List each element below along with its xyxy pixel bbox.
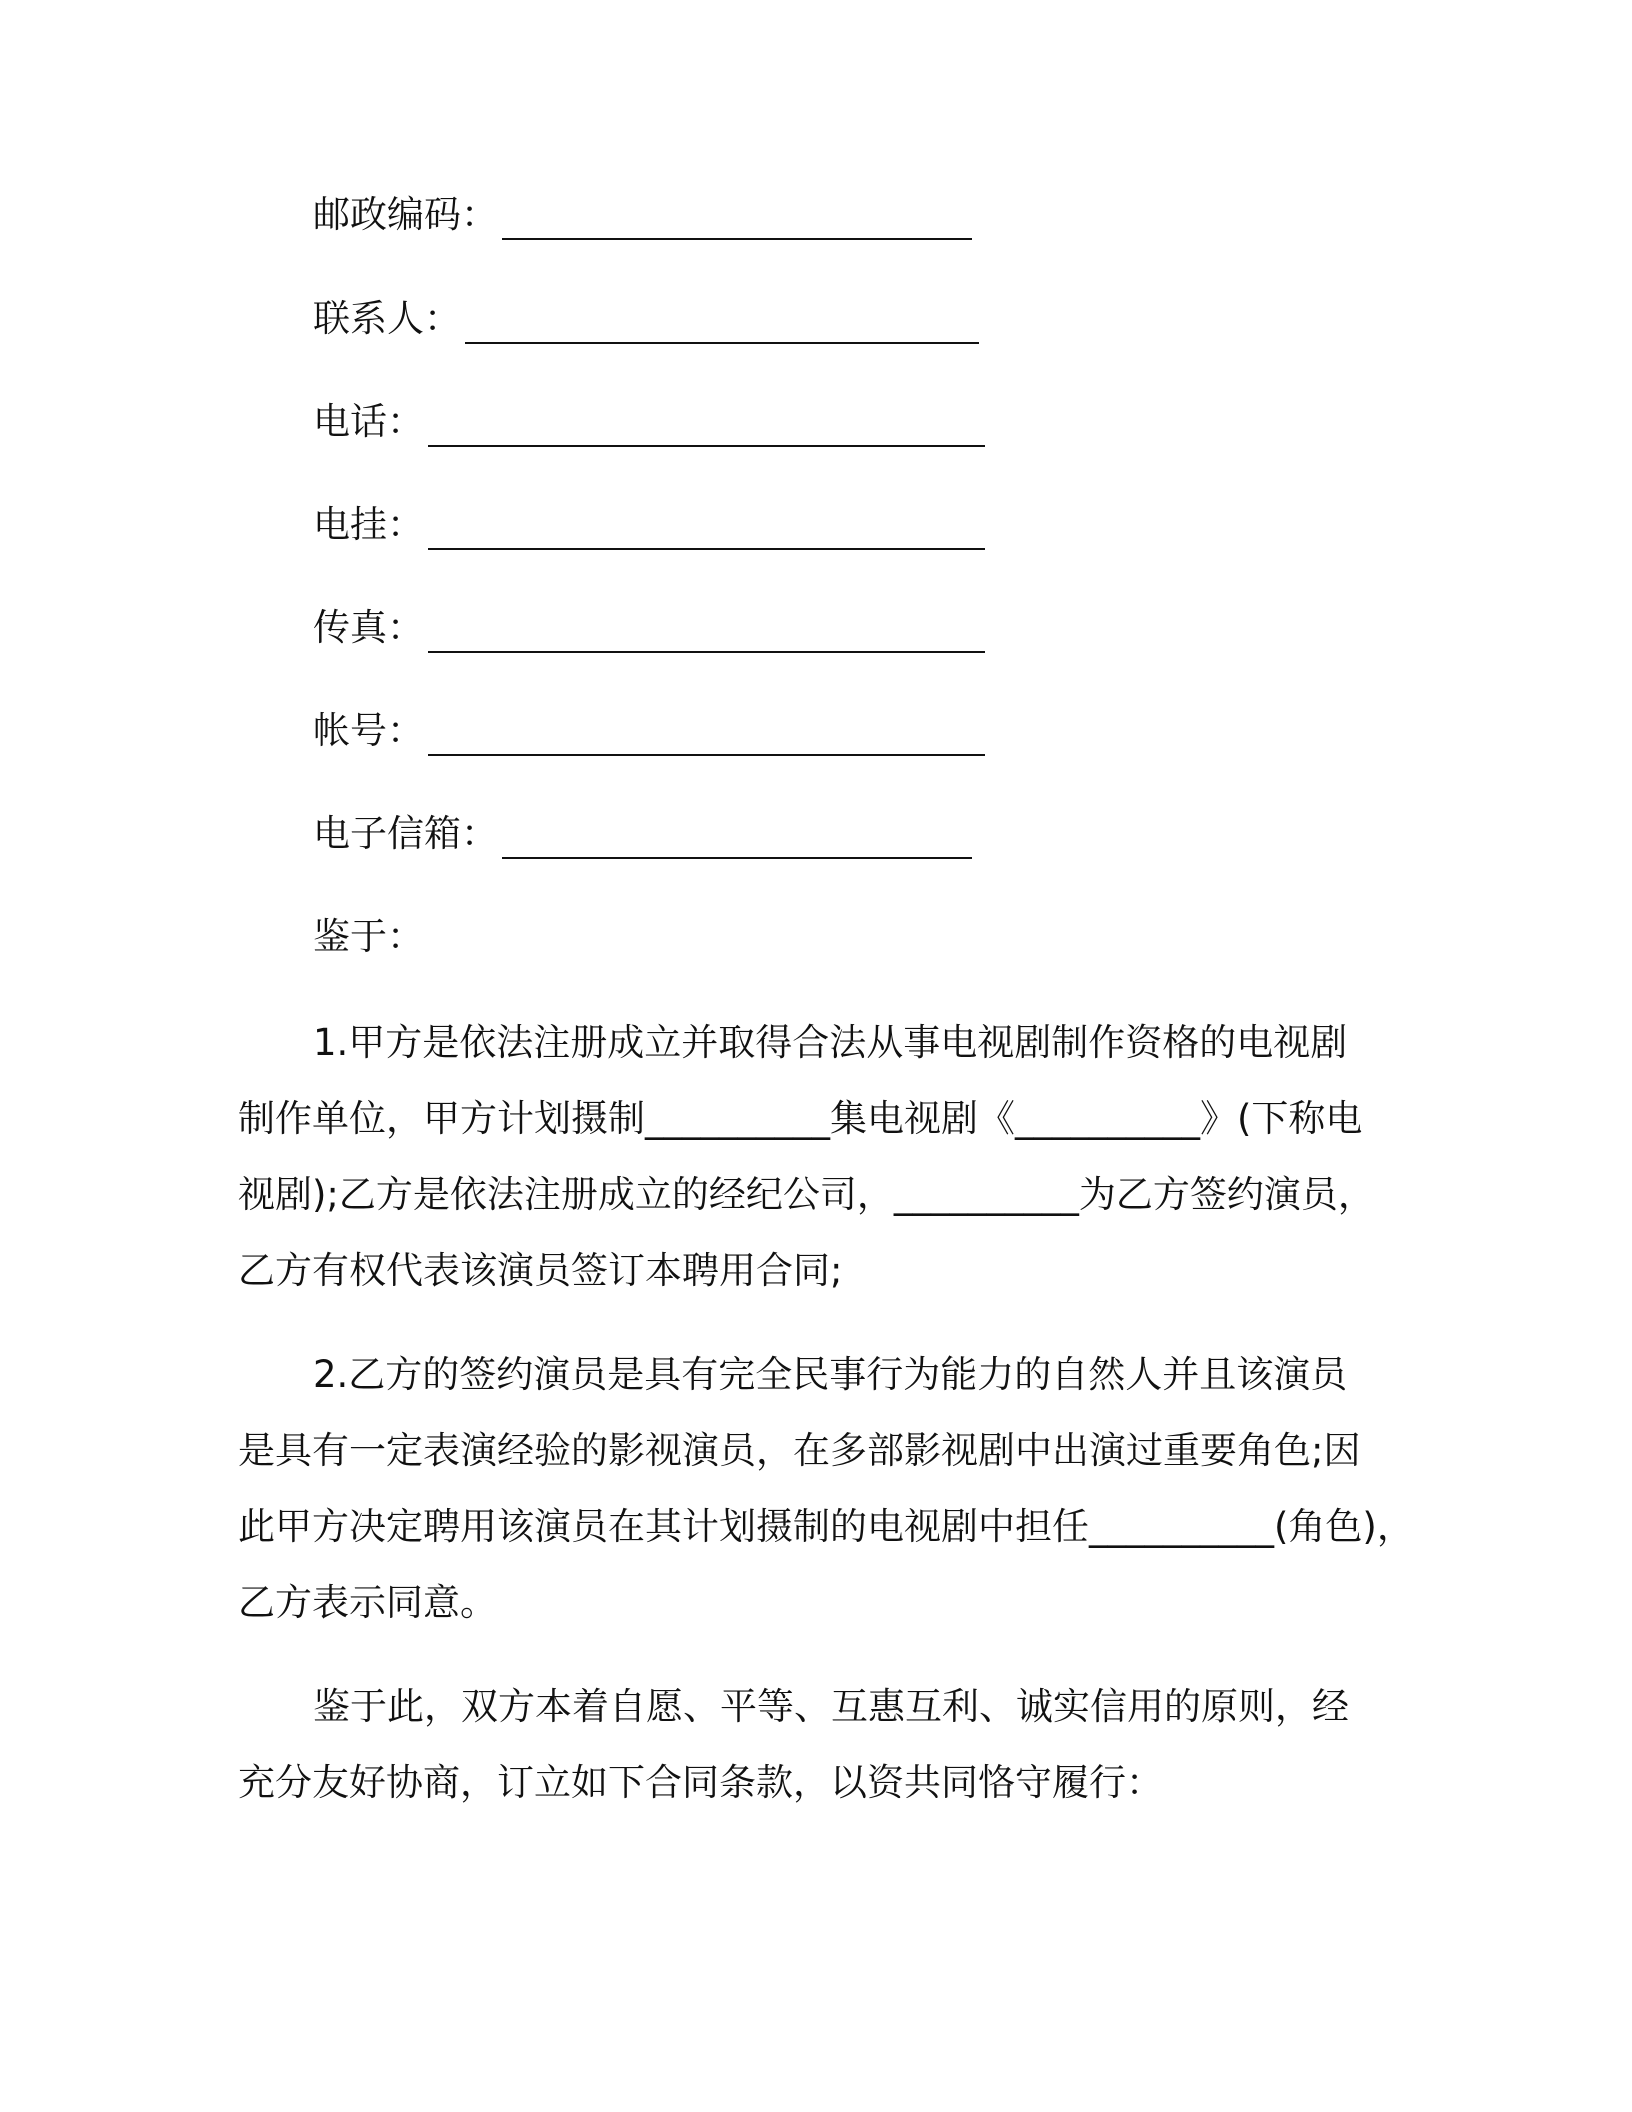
postal-code-blank[interactable]: [502, 202, 972, 240]
clause-2-line: 此甲方决定聘用该演员在其计划摄制的电视剧中担任__________(角色)，: [238, 1505, 1414, 1548]
clause-2-line: 乙方表示同意。: [238, 1581, 497, 1624]
account-label: 帐号：: [313, 709, 424, 752]
clause-1-line: 制作单位，甲方计划摄制__________集电视剧《__________》(下称电: [238, 1097, 1363, 1140]
whereas-heading: 鉴于：: [313, 915, 424, 958]
email-blank[interactable]: [502, 821, 972, 859]
telegraph-blank[interactable]: [428, 512, 985, 550]
conclusion-line: 鉴于此，双方本着自愿、平等、互惠互利、诚实信用的原则，经: [313, 1685, 1349, 1728]
telegraph-label: 电挂：: [313, 503, 424, 546]
fax-field: [313, 603, 985, 653]
email-label: 电子信箱：: [313, 812, 498, 855]
email-field: [313, 809, 972, 859]
fax-blank[interactable]: [428, 615, 985, 653]
telegraph-field: [313, 500, 985, 550]
account-blank[interactable]: [428, 718, 985, 756]
phone-blank[interactable]: [428, 409, 985, 447]
postal-code-label: 邮政编码：: [313, 193, 498, 236]
clause-2-line: 2.乙方的签约演员是具有完全民事行为能力的自然人并且该演员: [313, 1353, 1348, 1396]
contact-person-field: [313, 294, 979, 344]
account-field: [313, 706, 985, 756]
clause-2-line: 是具有一定表演经验的影视演员，在多部影视剧中出演过重要角色;因: [238, 1429, 1361, 1472]
phone-field: [313, 397, 985, 447]
clause-1-line: 乙方有权代表该演员签订本聘用合同;: [238, 1249, 843, 1292]
phone-label: 电话：: [313, 400, 424, 443]
fax-label: 传真：: [313, 606, 424, 649]
clause-1-line: 1.甲方是依法注册成立并取得合法从事电视剧制作资格的电视剧: [313, 1021, 1348, 1064]
contact-person-label: 联系人：: [313, 297, 461, 340]
postal-code-field: [313, 190, 972, 240]
clause-1-line: 视剧);乙方是依法注册成立的经纪公司，__________为乙方签约演员，: [238, 1173, 1375, 1216]
conclusion-line: 充分友好协商，订立如下合同条款，以资共同恪守履行：: [238, 1761, 1163, 1804]
contact-person-blank[interactable]: [465, 306, 979, 344]
